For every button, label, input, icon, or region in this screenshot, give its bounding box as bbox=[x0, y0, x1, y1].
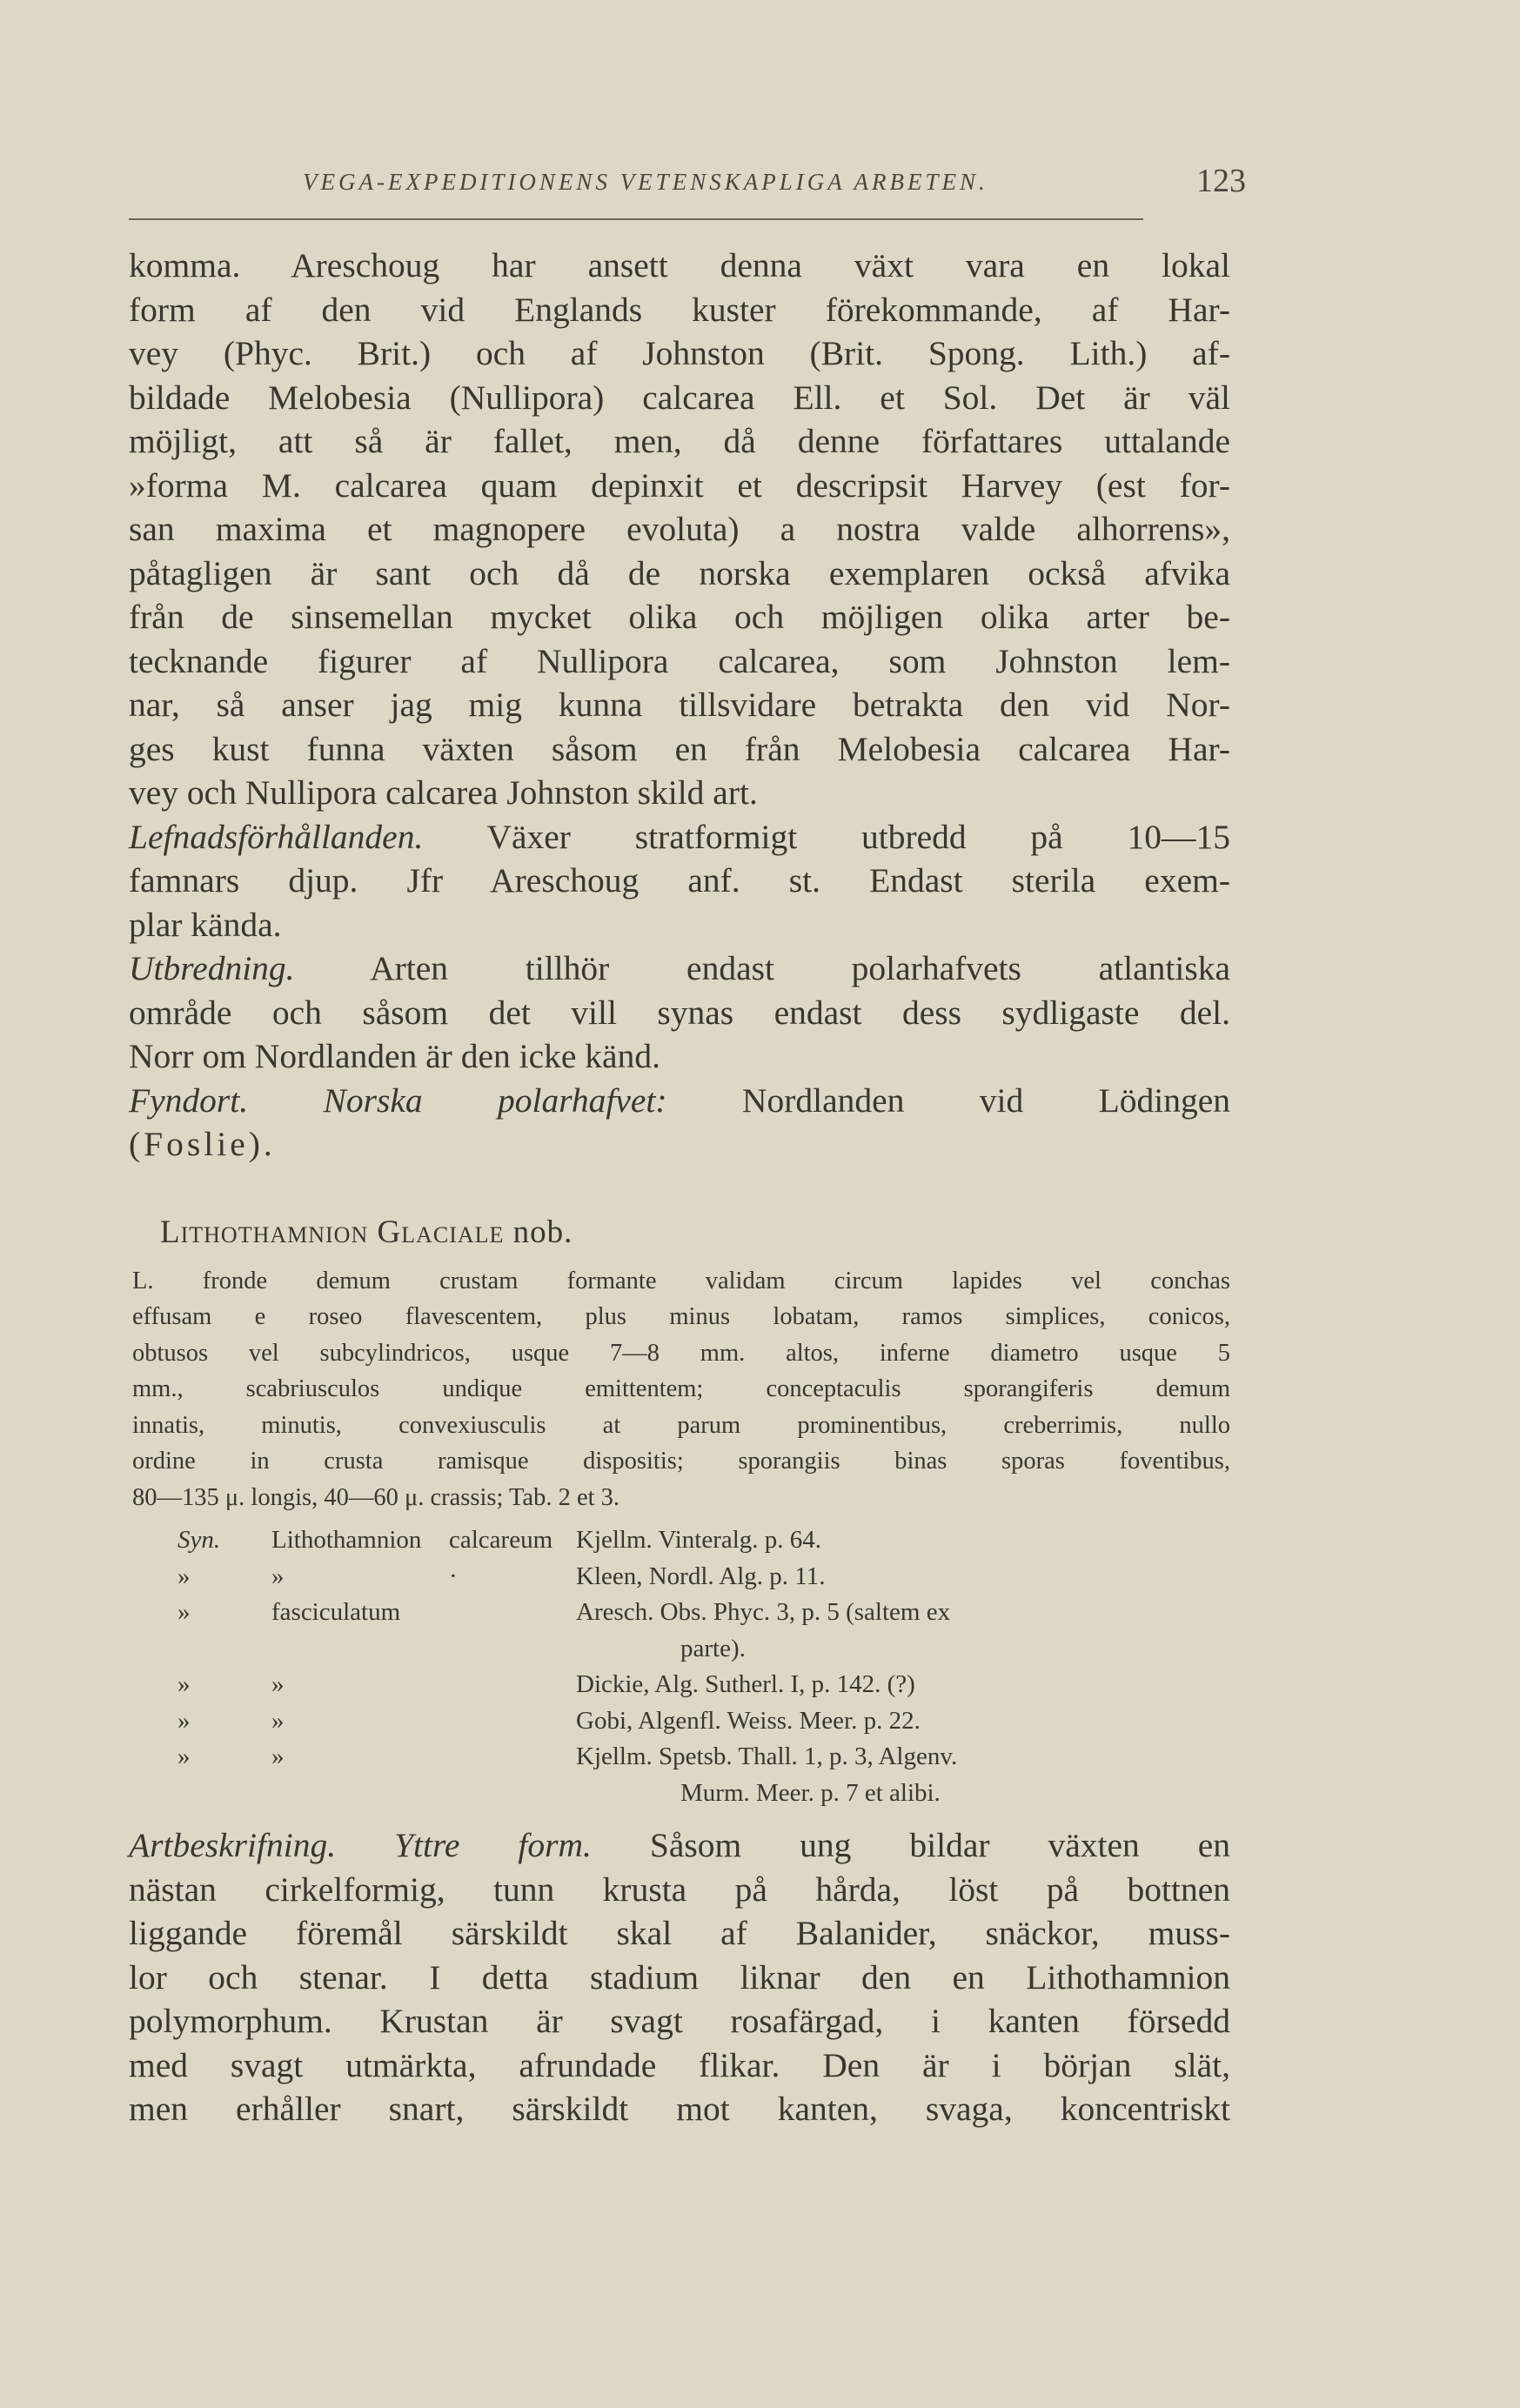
text-line: liggande föremål särskildt skal af Balanider, snäckor, muss- bbox=[129, 1914, 1230, 1952]
paragraph-fyndort bbox=[129, 1079, 1230, 1167]
text-line: vey (Phyc. Brit.) och af Johnston (Brit. Spong. Lith.) af- bbox=[129, 334, 1230, 372]
text-line: plar kända. bbox=[129, 905, 282, 944]
text-line: men erhåller snart, särskildt mot kanten, svaga, koncentriskt bbox=[129, 2090, 1230, 2128]
section-label: Artbeskrifning. bbox=[129, 1826, 337, 1864]
text-line: form af den vid Englands kuster förekommande, af Har- bbox=[129, 290, 1230, 329]
text-line: komma. Areschoug har ansett denna växt vara en lokal bbox=[129, 246, 1230, 284]
paragraph-lefnadsforhallanden bbox=[129, 815, 1230, 947]
section-label: Utbredning. bbox=[129, 949, 295, 987]
section-sublabel: Norska polarhafvet: bbox=[323, 1080, 667, 1120]
text-line: »forma M. calcarea quam depinxit et descripsit Harvey (est for- bbox=[129, 465, 1230, 505]
species-name: Glaciale bbox=[377, 1214, 505, 1250]
species-heading bbox=[160, 1214, 1230, 1251]
synonym-row: » » · Kleen, Nordl. Alg. p. 11. bbox=[177, 1562, 826, 1590]
species-author: nob. bbox=[512, 1214, 573, 1250]
page-number: 123 bbox=[1196, 163, 1246, 199]
text-line: bildade Melobesia (Nullipora) calcarea Ell. et Sol. Det är väl bbox=[129, 378, 1230, 417]
text-line: Utbredning. Arten tillhör endast polarhafvets atlantiska bbox=[129, 949, 1230, 987]
text-line: område och såsom det vill synas endast dess sydligaste del. bbox=[129, 993, 1230, 1032]
text-line: 80—135 μ. longis, 40—60 μ. crassis; Tab. 2 et 3. bbox=[132, 1483, 620, 1511]
text-line: påtagligen är sant och då de norska exemplaren också afvika bbox=[129, 553, 1230, 592]
text-line: effusam e roseo flavescentem, plus minus lobatam, ramos simplices, conicos, bbox=[132, 1303, 1230, 1330]
text-line: möjligt, att så är fallet, men, då denne författares uttalande bbox=[129, 422, 1230, 460]
text-line: tecknande figurer af Nullipora calcarea, som Johnston lem- bbox=[129, 641, 1230, 680]
latin-diagnosis bbox=[129, 1263, 1230, 1516]
synonym-row-continuation: parte). bbox=[680, 1634, 746, 1662]
section-sublabel: Yttre form. bbox=[394, 1826, 592, 1864]
synonym-row: Syn. Lithothamnion calcareum Kjellm. Vinteralg. p. 64. bbox=[177, 1526, 822, 1554]
synonym-list bbox=[129, 1522, 1230, 1811]
text-line: från de sinsemellan mycket olika och möjligen olika arter be- bbox=[129, 598, 1230, 636]
paragraph-utbredning bbox=[129, 946, 1230, 1079]
text-line: obtusos vel subcylindricos, usque 7—8 mm. altos, inferne diametro usque 5 bbox=[132, 1339, 1230, 1367]
synonym-row: » » Dickie, Alg. Sutherl. I, p. 142. (?) bbox=[177, 1670, 915, 1698]
text-line: Lefnadsförhållanden. Växer stratformigt utbredd på 10—15 bbox=[129, 817, 1230, 856]
text-line: polymorphum. Krustan är svagt rosafärgad, i kanten försedd bbox=[129, 2002, 1230, 2040]
text-line: ges kust funna växten såsom en från Melobesia calcarea Har- bbox=[129, 729, 1230, 768]
text-line: med svagt utmärkta, afrundade flikar. Den är i början slät, bbox=[129, 2045, 1230, 2084]
paragraph-areschoug bbox=[129, 244, 1230, 815]
text-column bbox=[129, 244, 1230, 2131]
text-line: L. fronde demum crustam formante validam circum lapides vel conchas bbox=[132, 1267, 1230, 1294]
synonym-row: » fasciculatum Aresch. Obs. Phyc. 3, p. 5 (saltem ex bbox=[177, 1598, 951, 1626]
text-line: san maxima et magnopere evoluta) a nostra valde alhorrens», bbox=[129, 510, 1230, 548]
text-line: Artbeskrifning. Yttre form. Såsom ung bildar växten en bbox=[129, 1826, 1231, 1864]
text-line: nar, så anser jag mig kunna tillsvidare betrakta den vid Nor- bbox=[129, 686, 1230, 724]
synonym-row: » » Gobi, Algenfl. Weiss. Meer. p. 22. bbox=[177, 1706, 921, 1735]
text-line: Norr om Nordlanden är den icke känd. bbox=[129, 1037, 660, 1075]
running-header bbox=[129, 163, 1246, 209]
genus-name: Lithothamnion bbox=[160, 1214, 369, 1250]
synonym-row-continuation: Murm. Meer. p. 7 et alibi. bbox=[680, 1778, 941, 1807]
text-line: vey och Nullipora calcarea Johnston skild art. bbox=[129, 773, 758, 812]
section-label: Fyndort. bbox=[129, 1080, 249, 1120]
text-line: nästan cirkelformig, tunn krusta på hårda, löst på bottnen bbox=[129, 1870, 1230, 1909]
paragraph-artbeskrifning bbox=[129, 1823, 1230, 2131]
running-title: VEGA-EXPEDITIONENS VETENSKAPLIGA ARBETEN. bbox=[303, 169, 988, 195]
text-line: mm., scabriusculos undique emittentem; conceptaculis sporangiferis demum bbox=[132, 1375, 1230, 1402]
text-line: famnars djup. Jfr Areschoug anf. st. Endast sterila exem- bbox=[129, 861, 1230, 900]
header-rule bbox=[129, 218, 1143, 220]
synonym-row: » » Kjellm. Spetsb. Thall. 1, p. 3, Algenv. bbox=[177, 1742, 958, 1770]
section-label: Lefnadsförhållanden. bbox=[129, 817, 424, 856]
text-line: lor och stenar. I detta stadium liknar den en Lithothamnion bbox=[129, 1957, 1230, 1997]
text-line: innatis, minutis, convexiusculis at parum prominentibus, creberrimis, nullo bbox=[132, 1411, 1230, 1439]
text-line: Fyndort. Norska polarhafvet: Nordlanden vid Lödingen bbox=[129, 1080, 1231, 1120]
text-line: ordine in crusta ramisque dispositis; sporangiis binas sporas foventibus, bbox=[132, 1448, 1230, 1475]
text-line: (Foslie). bbox=[129, 1125, 276, 1163]
